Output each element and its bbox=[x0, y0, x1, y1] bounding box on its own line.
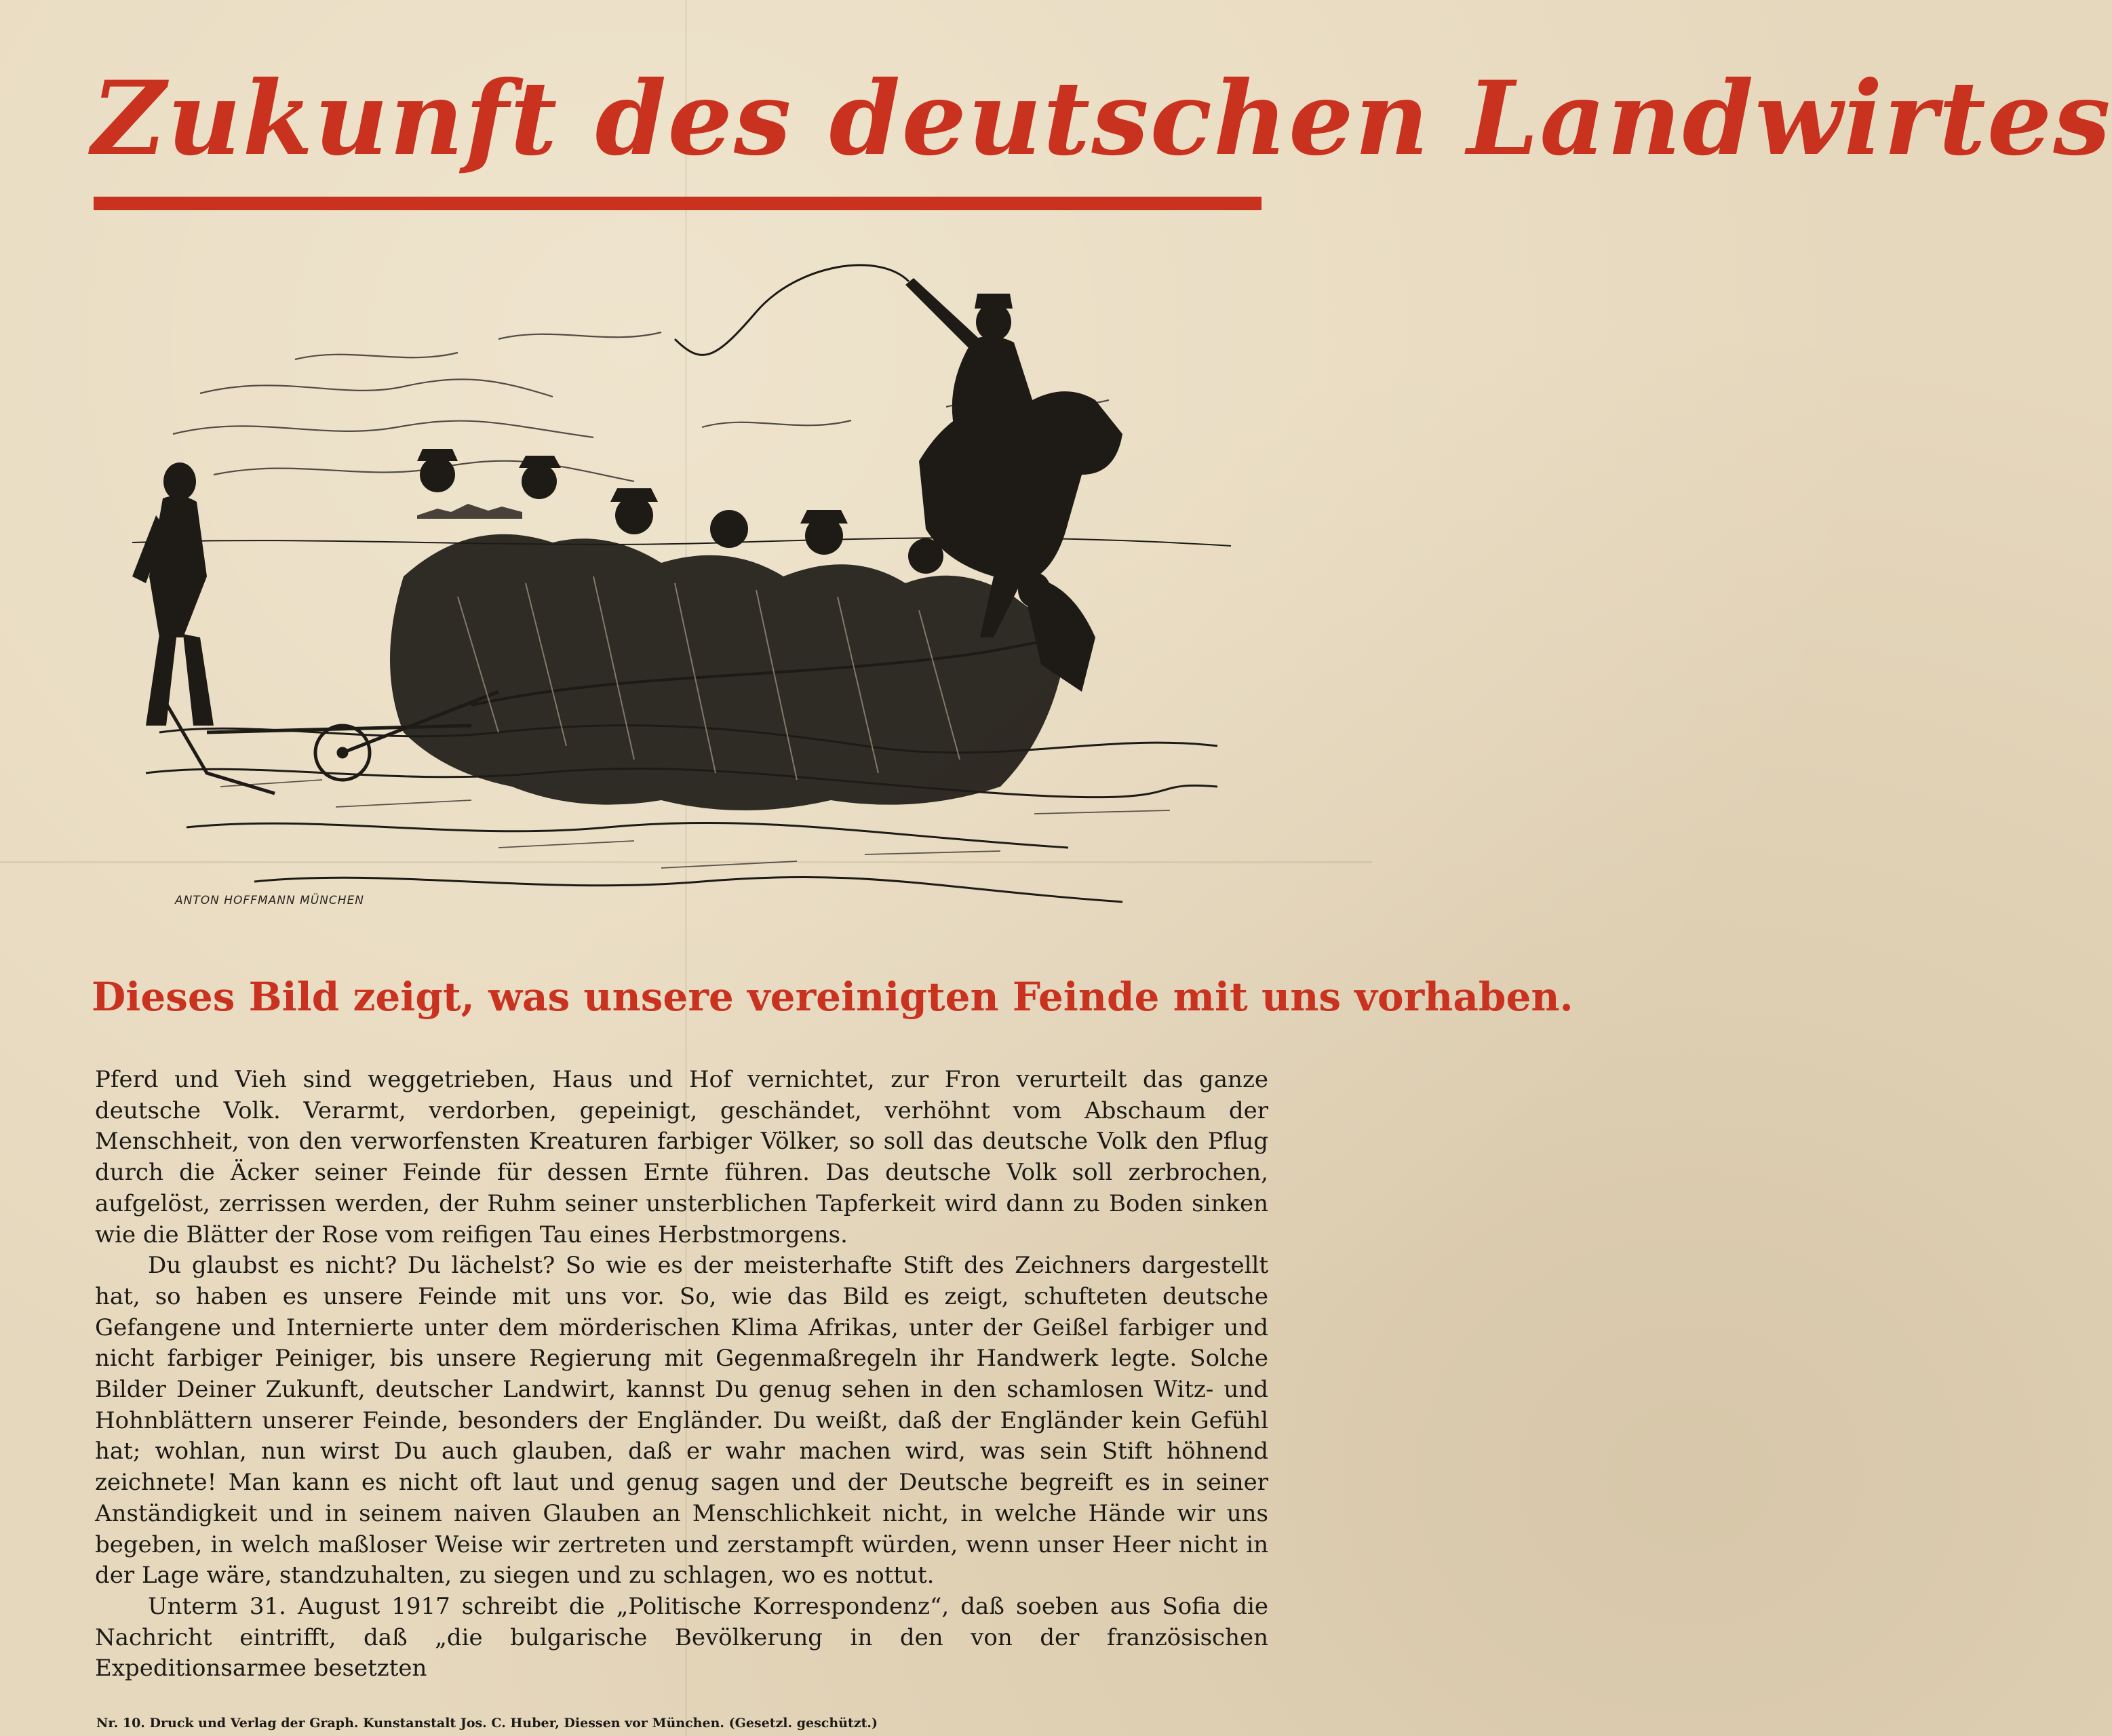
imprint-footer: Nr. 10. Druck und Verlag der Graph. Kunstanstalt Jos. C. Huber, Diessen vor München. (Gesetzl. geschützt.) bbox=[96, 1716, 878, 1731]
distant-village bbox=[417, 504, 522, 519]
whip bbox=[675, 265, 909, 355]
paragraph-3: Unterm 31. August 1917 schreibt die „Politische Korrespondenz“, daß soeben aus Sofia die Nachricht eintrifft, daß „die bulgarische Bevölkerung in den von der französischen Expeditionsarmee besetzten bbox=[95, 1592, 1268, 1682]
headline-rule bbox=[94, 197, 1262, 210]
paragraph-1: Pferd und Vieh sind weggetrieben, Haus und Hof vernichtet, zur Fron verurteilt das ganze deutsche Volk. Verarmt, verdorben, gepeinigt, geschändet, verhöhnt vom Abschaum der Menschheit, von den verworfensten Kreaturen farbiger Völker, so soll das deutsche Volk den Pflug durch die Äcker seiner Feinde für dessen Ernte führen. Das deutsche Volk soll zerbrochen, aufgelöst, zerrissen werden, der Ruhm seiner unsterblichen Tapferkeit wird dann zu Boden sinken wie die Blätter der Rose vom reifigen Tau eines Herbstmorgens. bbox=[95, 1066, 1268, 1248]
body-text bbox=[95, 1065, 1268, 1684]
subheadline: Dieses Bild zeigt, was unsere vereinigten Feinde mit uns vorhaben. bbox=[92, 974, 1573, 1020]
ploughman bbox=[132, 462, 214, 726]
headline: Zukunft des deutschen Landwirtes bbox=[92, 59, 2112, 178]
artist-signature: ANTON HOFFMANN MÜNCHEN bbox=[175, 894, 365, 907]
paragraph-2: Du glaubst es nicht? Du lächelst? So wie es der meisterhafte Stift des Zeichners dargestellt hat, so haben es unsere Feinde mit uns vor. So, wie das Bild es zeigt, schufteten deutsche Gefangene und Internierte unter dem mörderischen Klima Afrikas, unter der Geißel farbiger und nicht farbiger Peiniger, bis unsere Regierung mit Gegenmaßregeln ihr Handwerk legte. Solche Bilder Deiner Zukunft, deutscher Landwirt, kannst Du genug sehen in den schamlosen Witz- und Hohnblättern unserer Feinde, besonders der Engländer. Du weißt, daß der Engländer kein Gefühl hat; wohlan, nun wirst Du auch glauben, daß er wahr machen wird, was sein Stift höhnend zeichnete! Man kann es nicht oft laut und genug sagen und der Deutsche begreift es in seiner Anständigkeit und in seinem naiven Glauben an Menschlichkeit nicht, in welche Hände wir uns begeben, in welch maßloser Weise wir zertreten und zerstampft würden, wenn unser Heer nicht in der Lage wäre, standzuhalten, zu siegen und zu schlagen, wo es nottut. bbox=[95, 1252, 1268, 1590]
horizon-line bbox=[132, 538, 1231, 546]
illustration-farmers-pulling-plough bbox=[119, 258, 1245, 929]
